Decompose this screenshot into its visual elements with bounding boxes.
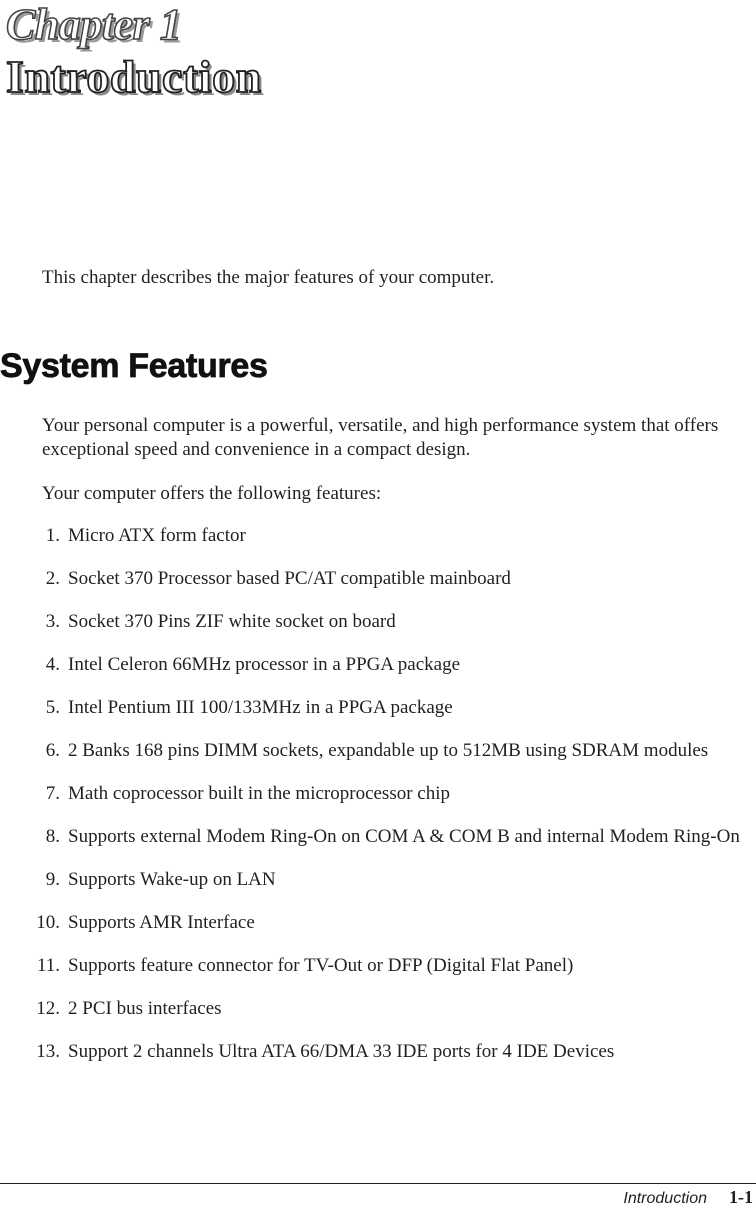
footer-section-name: Introduction — [623, 1190, 707, 1207]
list-item-text: Socket 370 Pins ZIF white socket on board — [68, 611, 396, 632]
list-item — [0, 567, 748, 591]
list-item-number: 2. — [45, 568, 60, 589]
list-item-number: 3. — [45, 611, 60, 632]
list-item — [0, 997, 748, 1021]
page-footer — [623, 1187, 753, 1208]
list-item-number: 12. — [36, 998, 60, 1019]
list-item — [0, 653, 748, 677]
list-item-text: Micro ATX form factor — [68, 525, 246, 546]
list-item-number: 6. — [45, 740, 60, 761]
list-item-text: Support 2 channels Ultra ATA 66/DMA 33 IDE ports for 4 IDE Devices — [68, 1041, 615, 1062]
list-item-number: 7. — [45, 783, 60, 804]
feature-list — [0, 524, 756, 1083]
list-item — [0, 954, 748, 978]
list-item-number: 8. — [45, 826, 60, 847]
page-number: 1-1 — [729, 1187, 753, 1207]
list-item-number: 5. — [45, 697, 60, 718]
list-item-text: Intel Pentium III 100/133MHz in a PPGA package — [68, 697, 453, 718]
list-item — [0, 610, 748, 634]
list-item — [0, 1040, 748, 1064]
list-item-text: 2 Banks 168 pins DIMM sockets, expandable up to 512MB using SDRAM modules — [68, 740, 709, 761]
list-item — [0, 911, 748, 935]
list-item-number: 13. — [36, 1041, 60, 1062]
features-intro-paragraph: Your computer offers the following features: — [42, 483, 382, 504]
list-item — [0, 782, 748, 806]
list-item-number: 11. — [36, 955, 60, 976]
list-item-text: Supports Wake-up on LAN — [68, 869, 276, 890]
list-item — [0, 868, 748, 892]
list-item-text: Math coprocessor built in the microprocessor chip — [68, 783, 451, 804]
list-item-text: Intel Celeron 66MHz processor in a PPGA package — [68, 654, 461, 675]
list-item-text: Supports feature connector for TV-Out or DFP (Digital Flat Panel) — [68, 955, 574, 976]
list-item-number: 10. — [36, 912, 60, 933]
list-item-text: 2 PCI bus interfaces — [68, 998, 222, 1019]
list-item-text: Supports external Modem Ring-On on COM A & COM B and internal Modem Ring-On — [68, 826, 740, 847]
intro-text: This chapter describes the major features of your computer. — [42, 267, 495, 288]
list-item-number: 1. — [45, 525, 60, 546]
list-item — [0, 524, 748, 548]
list-item — [0, 825, 748, 849]
list-item-number: 9. — [45, 869, 60, 890]
section-heading: System Features — [0, 347, 268, 385]
chapter-title: Introduction — [6, 51, 262, 102]
list-item-number: 4. — [45, 654, 60, 675]
list-item — [0, 739, 748, 763]
list-item-text: Socket 370 Processor based PC/AT compatible mainboard — [68, 568, 511, 589]
overview-paragraph: Your personal computer is a powerful, versatile, and high performance system that offers exceptional speed and convenience in a compact design. — [42, 415, 719, 460]
list-item-text: Supports AMR Interface — [68, 912, 255, 933]
footer-divider — [0, 1183, 756, 1184]
chapter-label: Chapter 1 — [6, 0, 182, 49]
list-item — [0, 696, 748, 720]
